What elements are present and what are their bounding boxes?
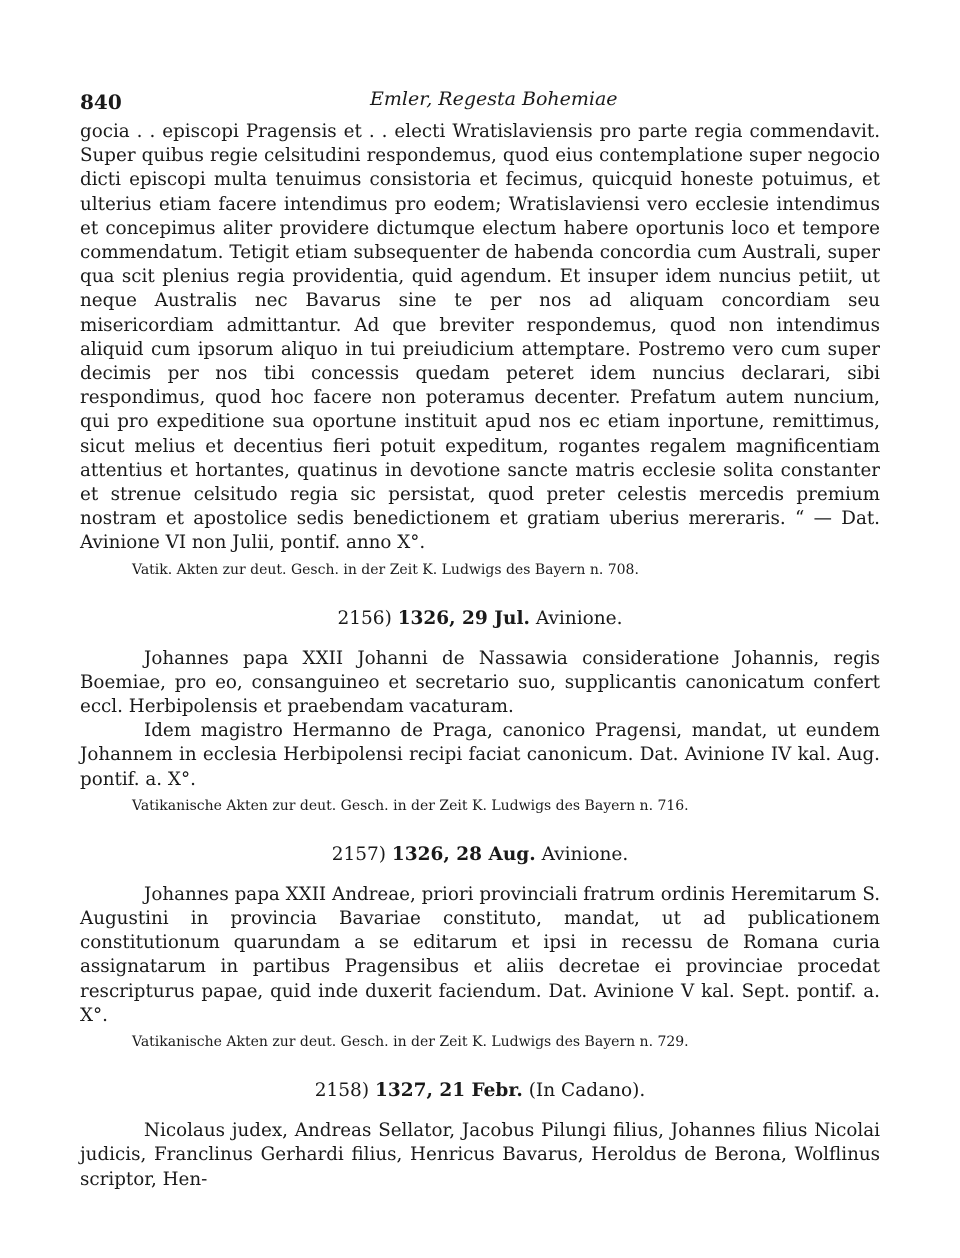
entry-place: Avinione. xyxy=(541,843,629,865)
entry-date: 1327, 21 Febr. xyxy=(374,1080,523,1102)
entry-date: 1326, 28 Aug. xyxy=(391,843,536,865)
entry-paragraph: Idem magistro Hermanno de Praga, canonico Pragensi, mandat, ut eundem Johannem in ecclesia Herbipolensi recipi faciat canonicum. Dat. Avinione IV kal. Aug. pontif. a. X°. xyxy=(80,720,880,790)
entry-paragraph: Johannes papa XXII Johanni de Nassawia consideratione Johannis, regis Boemiae, pro eo, consanguineo et secretario suo, supplicantis canonicatum confert eccl. Herbipolensis et praebendam vacaturam. xyxy=(80,647,880,718)
continuation-text xyxy=(80,120,880,556)
entry-number: 2156) xyxy=(337,607,392,629)
continuation-source: Vatik. Akten zur deut. Gesch. in der Zeit K. Ludwigs des Bayern n. 708. xyxy=(132,561,639,578)
entry-paragraph: Johannes papa XXII Andreae, priori provinciali fratrum ordinis Heremitarum S. Augustini in provincia Bavariae constituto, mandat, ut ad publicationem constitutionum quarundam a se editarum et ipsi in recessu de Romana curia assignatarum in partibus Pragensibus et aliis decretae ei provinciae procedat rescripturus papae, quid inde duxerit faciendum. Dat. Avinione V kal. Sept. pontif. a. X°. xyxy=(80,883,880,1026)
entry-number: 2158) xyxy=(314,1080,370,1102)
document-page xyxy=(80,80,880,1192)
entry-2157-source: Vatikanische Akten zur deut. Gesch. in der Zeit K. Ludwigs des Bayern n. 729. xyxy=(132,1034,689,1051)
entry-place: (In Cadano). xyxy=(528,1080,646,1102)
entry-2157-heading xyxy=(80,844,880,865)
page-number: 840 xyxy=(80,90,122,114)
entry-date: 1326, 29 Jul. xyxy=(397,607,530,629)
entry-2157-body xyxy=(80,883,880,1028)
entry-2158-body xyxy=(80,1119,880,1192)
entry-2156-heading xyxy=(80,608,880,629)
entry-paragraph: Nicolaus judex, Andreas Sellator, Jacobus Pilungi filius, Johannes filius Nicolai judicis, Franclinus Gerhardi filius, Henricus Bavarus, Heroldus de Berona, Wolflinus scriptor, Hen- xyxy=(80,1120,880,1190)
running-head xyxy=(80,80,880,120)
entry-2158-heading xyxy=(80,1080,880,1101)
entry-place: Avinione. xyxy=(535,607,623,629)
entry-2156-source: Vatikanische Akten zur deut. Gesch. in der Zeit K. Ludwigs des Bayern n. 716. xyxy=(132,797,689,814)
entry-number: 2157) xyxy=(331,843,387,865)
entry-2156-body xyxy=(80,647,880,792)
continuation-paragraph: gocia . . episcopi Pragensis et . . electi Wratislaviensis pro parte regia commendavit. Super quibus regie celsitudini respondemus, quod eius contemplatione super negocio dicti episcopi multa tenuimus consistoria et fecimus, quicquid honeste potuimus, et ulterius etiam facere intendimus pro eodem; Wratislaviensi vero ecclesie intendimus et concepimus aliter providere dictumque electum habere oportunis loco et tempore commendatum. Tetigit etiam subsequenter de habenda concordia cum Australi, super qua scit plenius regia providentia, quid agendum. Et insuper idem nuncius petiit, ut neque Australis nec Bavarus sine te per nos ad aliquam concordiam seu misericordiam admittantur. Ad que breviter respondemus, quod non intendimus aliquid cum ipsorum aliquo in tui preiudicium attemptare. Postremo vero cum super decimis per nos tibi concessis quedam peteret idem nuncius declarari, sibi respondimus, quod hoc facere non poteramus decenter. Prefatum autem nuncium, qui pro expeditione sua oportune instituit apud nos ec etiam inportune, remittimus, sicut melius et decentius fieri potuit expeditum, rogantes regalem magnificentiam attentius et hortantes, quatinus in devotione sancte matris ecclesie solita constanter et strenue celsitudo regia sic persistat, quod preter celestis mercedis premium nostram et apostolice sedis benedictionem et gratiam uberius mereraris. “ — Dat. Avinione VI non Julii, pontif. anno X°. xyxy=(80,121,880,554)
running-title: Emler, Regesta Bohemiae xyxy=(370,88,618,110)
